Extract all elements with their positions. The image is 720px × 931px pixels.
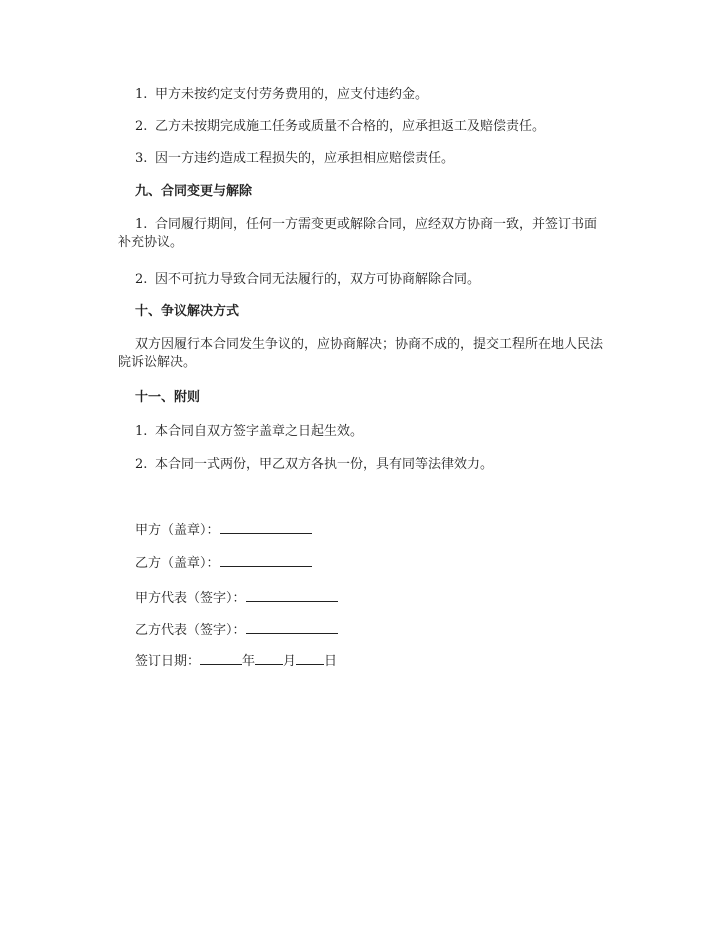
day-label: 日 (324, 654, 338, 669)
month-blank (255, 652, 283, 665)
list-item (118, 456, 606, 474)
item-number: 1. (135, 217, 148, 232)
item-number: 1. (135, 87, 148, 102)
field-label: 签订日期： (135, 654, 201, 669)
signature-line (246, 621, 338, 634)
list-item (118, 86, 606, 104)
day-blank (296, 652, 324, 665)
item-number: 2. (135, 457, 148, 472)
signature-party-b-seal (118, 554, 606, 573)
signature-line (246, 589, 338, 602)
item-number: 1. (135, 424, 148, 439)
list-item (118, 271, 606, 289)
signature-line (220, 554, 312, 567)
item-text: 合同履行期间，任何一方需变更或解除合同，应经双方协商一致，并签订书面补充协议。 (118, 217, 598, 250)
list-item (118, 423, 606, 441)
signing-date (118, 652, 606, 671)
item-text: 因不可抗力导致合同无法履行的，双方可协商解除合同。 (155, 272, 481, 287)
year-label: 年 (242, 654, 256, 669)
item-text: 本合同自双方签字盖章之日起生效。 (155, 424, 364, 439)
item-text: 本合同一式两份，甲乙双方各执一份，具有同等法律效力。 (155, 457, 494, 472)
item-number: 3. (135, 151, 148, 166)
month-label: 月 (283, 654, 297, 669)
paragraph: 双方因履行本合同发生争议的，应协商解决；协商不成的，提交工程所在地人民法院诉讼解决。 (118, 337, 604, 370)
field-label: 甲方代表（签字）： (135, 591, 246, 606)
signature-party-a-seal (118, 521, 606, 540)
signature-line (220, 521, 312, 534)
field-label: 乙方代表（签字）： (135, 623, 246, 638)
field-label: 甲方（盖章）： (135, 523, 220, 538)
field-label: 乙方（盖章）： (135, 556, 220, 571)
signature-party-b-rep (118, 621, 606, 640)
item-number: 2. (135, 119, 148, 134)
list-item (118, 118, 606, 136)
item-text: 甲方未按约定支付劳务费用的，应支付违约金。 (155, 87, 429, 102)
item-text: 乙方未按期完成施工任务或质量不合格的，应承担返工及赔偿责任。 (155, 119, 546, 134)
list-item (118, 216, 606, 252)
section-heading: 九、合同变更与解除 (135, 184, 253, 199)
signature-party-a-rep (118, 589, 606, 608)
section-heading: 十一、附则 (135, 390, 201, 405)
section-heading: 十、争议解决方式 (135, 304, 240, 319)
year-blank (200, 652, 242, 665)
item-number: 2. (135, 272, 148, 287)
item-text: 因一方违约造成工程损失的，应承担相应赔偿责任。 (155, 151, 455, 166)
list-item (118, 150, 606, 168)
